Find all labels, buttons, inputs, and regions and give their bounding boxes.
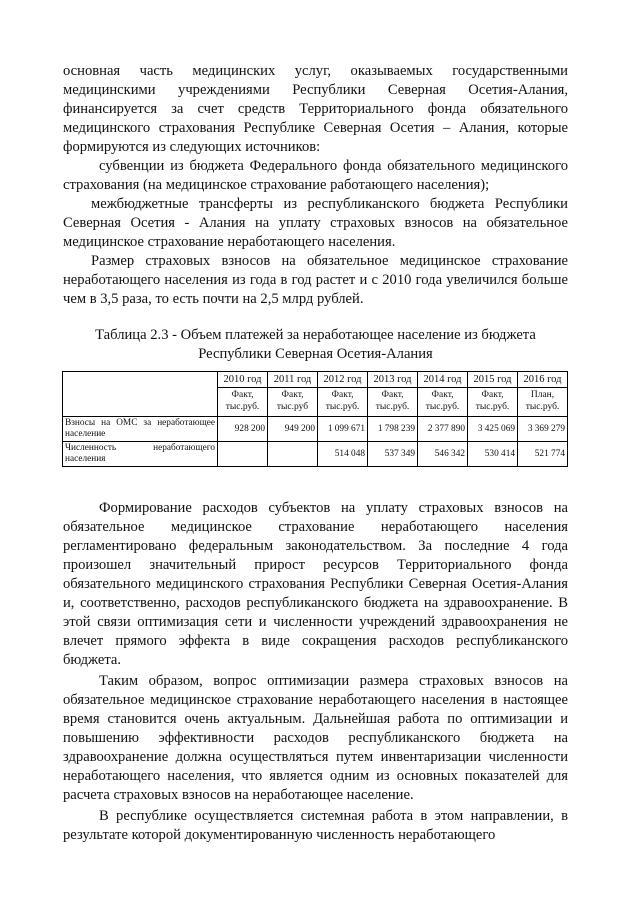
year-header: 2013 год	[368, 372, 418, 388]
paragraph-optimization: Таким образом, вопрос оптимизации размера страховых взносов на обязательное медицинское страхование неработающего населения в настоящее время становится очень актуальным. Дальнейшая работа по оптимизации и повышению эффективности расходов республиканского бюджета на здравоохранение должна осуществляться путем инвентаризации численности неработающего населения, что является одним из основных показателей для расчета страховых взносов на неработающее население.	[63, 673, 568, 803]
document-page	[63, 62, 568, 845]
row-label-contributions: Взносы на ОМС за неработающее население	[63, 417, 218, 442]
unit-header: Факт, тыс.руб.	[318, 388, 368, 417]
unit-header: Факт, тыс.руб	[268, 388, 318, 417]
unit-header: Факт, тыс.руб.	[218, 388, 268, 417]
table-cell	[268, 442, 318, 467]
table-caption	[63, 326, 568, 364]
table-cell: 949 200	[268, 417, 318, 442]
year-header: 2015 год	[468, 372, 518, 388]
row-label-population: Численность неработающего населения	[63, 442, 218, 467]
table-cell: 514 048	[318, 442, 368, 467]
table-cell: 3 369 279	[518, 417, 568, 442]
paragraph-transfers: межбюджетные трансферты из республиканского бюджета Республики Северная Осетия - Алания на уплату страховых взносов на обязательное медицинское страхование неработающего населения.	[63, 196, 568, 250]
year-header: 2011 год	[268, 372, 318, 388]
table-caption-line1: Таблица 2.3 - Объем платежей за неработающее население из бюджета	[95, 327, 536, 343]
table-cell: 521 774	[518, 442, 568, 467]
table-cell: 1 798 239	[368, 417, 418, 442]
table-caption-line2: Республики Северная Осетия-Алания	[198, 346, 433, 362]
paragraph-contribution-size: Размер страховых взносов на обязательное медицинское страхование неработающего населения из года в год растет и с 2010 года увеличился больше чем в 3,5 раза, то есть почти на 2,5 млрд рублей.	[63, 253, 568, 307]
year-header: 2014 год	[418, 372, 468, 388]
year-header: 2016 год	[518, 372, 568, 388]
unit-header: Факт, тыс.руб.	[468, 388, 518, 417]
table-row	[63, 417, 568, 442]
table-cell: 2 377 890	[418, 417, 468, 442]
table-corner-cell	[63, 372, 218, 417]
unit-header: Факт, тыс.руб.	[368, 388, 418, 417]
paragraph-systematic-work: В республике осуществляется системная работа в этом направлении, в результате которой документированную численность неработающего	[63, 808, 568, 843]
table-cell: 3 425 069	[468, 417, 518, 442]
table-header-years	[63, 372, 568, 388]
unit-header: Факт, тыс.руб.	[418, 388, 468, 417]
payments-table	[62, 371, 568, 467]
year-header: 2010 год	[218, 372, 268, 388]
paragraph-subventions: субвенции из бюджета Федерального фонда обязательного медицинского страхования (на медицинское страхование работающего населения);	[63, 158, 568, 193]
unit-header: План, тыс.руб.	[518, 388, 568, 417]
table-cell: 1 099 671	[318, 417, 368, 442]
table-cell: 537 349	[368, 442, 418, 467]
table-cell	[218, 442, 268, 467]
table-cell: 928 200	[218, 417, 268, 442]
table-cell: 530 414	[468, 442, 518, 467]
table-cell: 546 342	[418, 442, 468, 467]
paragraph-intro: основная часть медицинских услуг, оказываемых государственными медицинскими учреждениями Республики Северная Осетия-Алания, финансируется за счет средств Территориального фонда обязательного медицинского страхования Республике Северная Осетия – Алания, которые формируются из следующих источников:	[63, 63, 568, 155]
year-header: 2012 год	[318, 372, 368, 388]
table-row	[63, 442, 568, 467]
paragraph-expenses-formation: Формирование расходов субъектов на уплату страховых взносов на обязательное медицинское страхование неработающего населения регламентировано федеральным законодательством. За последние 4 года произошел значительный прирост ресурсов Территориального фонда обязательного медицинского страхования Республики Северная Осетия-Алания и, соответственно, расходов республиканского бюджета на здравоохранение. В этой связи оптимизация сети и численности учреждений здравоохранения не влечет прямого эффекта в виде сокращения расходов республиканского бюджета.	[63, 500, 568, 668]
